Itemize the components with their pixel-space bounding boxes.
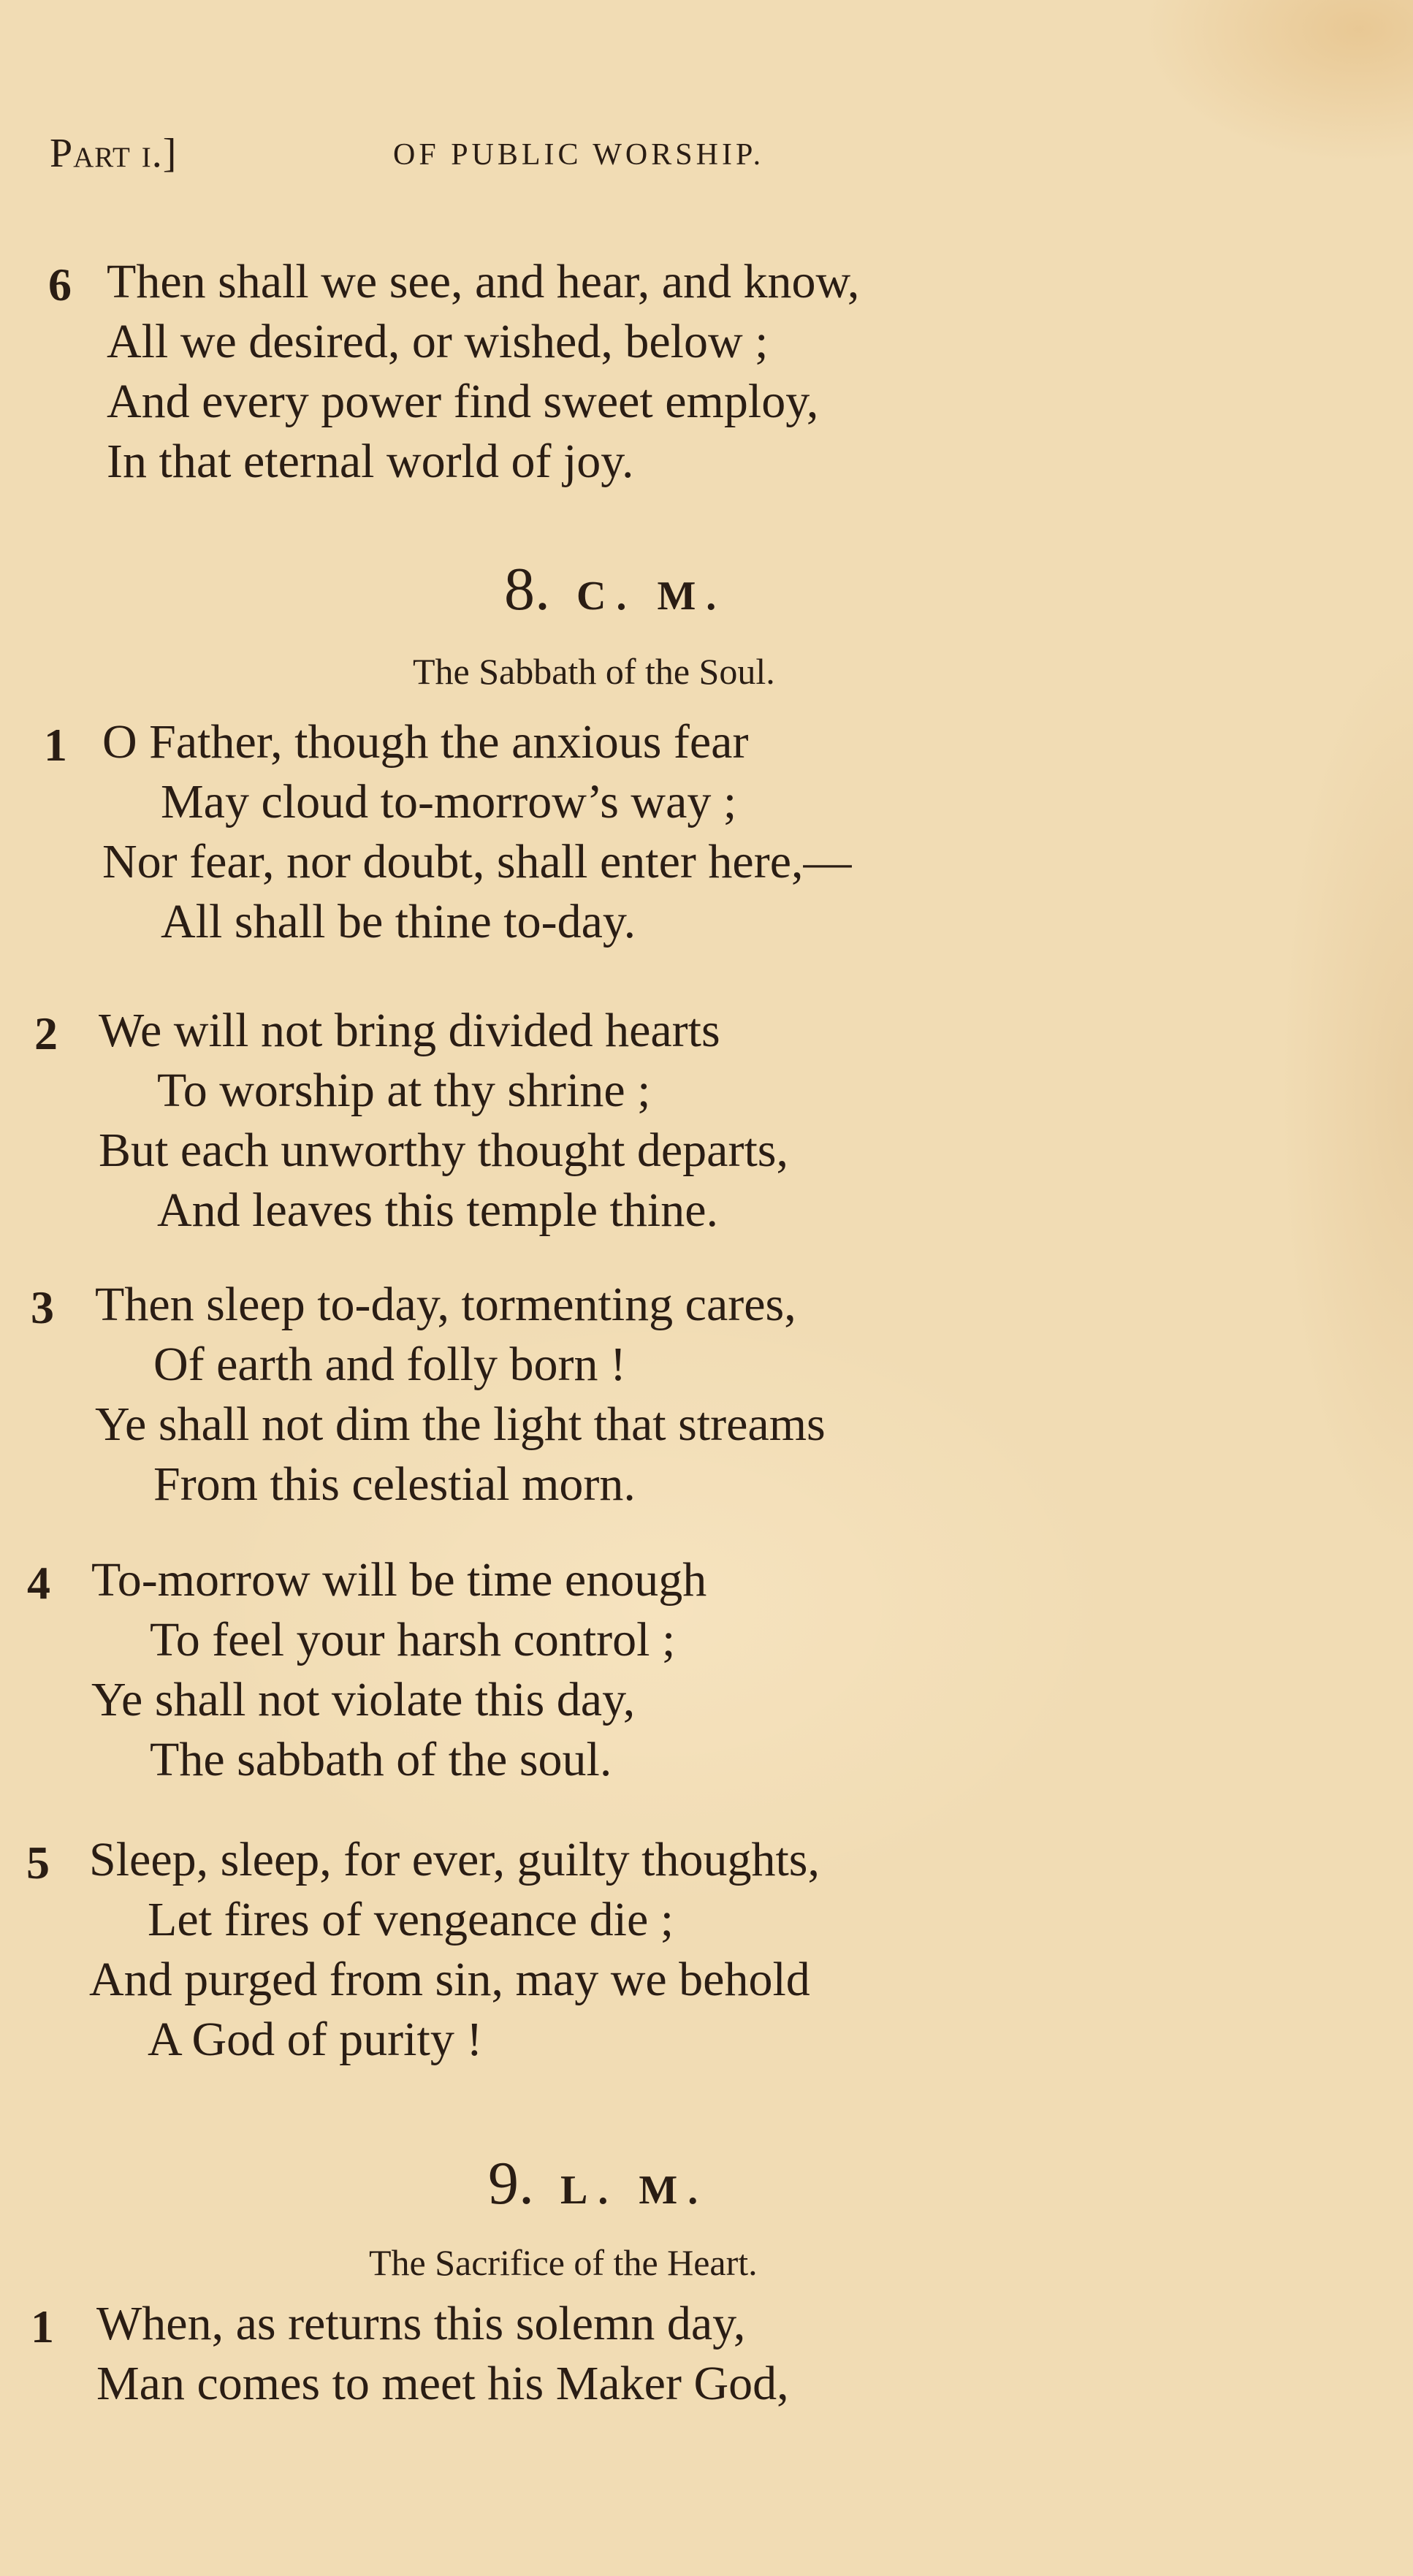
stanza-prev-6 (48, 252, 860, 492)
stanza-number: 1 (44, 719, 67, 771)
hymn-9-stanza-1 (31, 2294, 789, 2414)
verse-line: When, as returns this solemn day, (96, 2297, 746, 2350)
verse-line: May cloud to-morrow’s way ; (161, 775, 737, 828)
verse-line: A God of purity ! (148, 2013, 483, 2066)
verse-line: Then sleep to-day, tormenting cares, (95, 1278, 796, 1331)
verse-line: Then shall we see, and hear, and know, (107, 255, 860, 308)
verse-line: To worship at thy shrine ; (157, 1064, 651, 1117)
hymn-8-heading (504, 554, 726, 625)
verse-line: From this celestial morn. (153, 1457, 636, 1511)
verse-line: Ye shall not violate this day, (91, 1673, 636, 1726)
hymn-8-stanza-4 (27, 1550, 707, 1790)
verse-line: Of earth and folly born ! (153, 1338, 626, 1391)
hymn-8-subtitle: The Sabbath of the Soul. (413, 651, 775, 692)
verse-line: All shall be thine to-day. (161, 895, 636, 948)
hymn-number: 9. (488, 2149, 534, 2217)
stanza-number: 6 (48, 259, 72, 310)
verse-line: Man comes to meet his Maker God, (96, 2357, 789, 2410)
hymn-number: 8. (504, 555, 550, 623)
hymn-meter: C. M. (576, 573, 727, 619)
stanza-number: 3 (31, 1281, 54, 1333)
stanza-number: 1 (31, 2301, 54, 2352)
verse-line: To-morrow will be time enough (91, 1553, 707, 1607)
verse-line: The sabbath of the soul. (150, 1733, 612, 1786)
verse-line: To feel your harsh control ; (150, 1613, 676, 1666)
verse-line: And purged from sin, may we behold (89, 1953, 810, 2006)
verse-line: Nor fear, nor doubt, shall enter here,— (102, 835, 852, 888)
verse-line: But each unworthy thought departs, (99, 1124, 788, 1177)
hymn-8-stanza-3 (31, 1275, 826, 1514)
verse-line: We will not bring divided hearts (99, 1004, 720, 1057)
verse-line: And every power find sweet employ, (107, 375, 819, 428)
hymn-8-stanza-2 (34, 1001, 788, 1241)
hymn-9-heading (488, 2148, 708, 2219)
verse-line: Let fires of vengeance die ; (148, 1893, 674, 1946)
part-label: Part i.] (50, 131, 178, 176)
stanza-number: 4 (27, 1557, 50, 1609)
verse-line: And leaves this temple thine. (157, 1184, 718, 1237)
running-header (50, 130, 765, 177)
verse-line: In that eternal world of joy. (107, 435, 634, 488)
verse-line: Sleep, sleep, for ever, guilty thoughts, (89, 1833, 820, 1886)
hymn-9-subtitle: The Sacrifice of the Heart. (369, 2242, 758, 2283)
stanza-number: 2 (34, 1007, 58, 1059)
header-title: OF PUBLIC WORSHIP. (393, 138, 765, 172)
stanza-number: 5 (26, 1837, 50, 1889)
hymn-8-stanza-1 (44, 712, 852, 952)
verse-line: Ye shall not dim the light that streams (95, 1398, 826, 1451)
hymn-meter: L. M. (560, 2168, 709, 2213)
verse-line: O Father, though the anxious fear (102, 715, 749, 769)
hymn-8-stanza-5 (26, 1830, 820, 2070)
verse-line: All we desired, or wished, below ; (107, 315, 769, 368)
